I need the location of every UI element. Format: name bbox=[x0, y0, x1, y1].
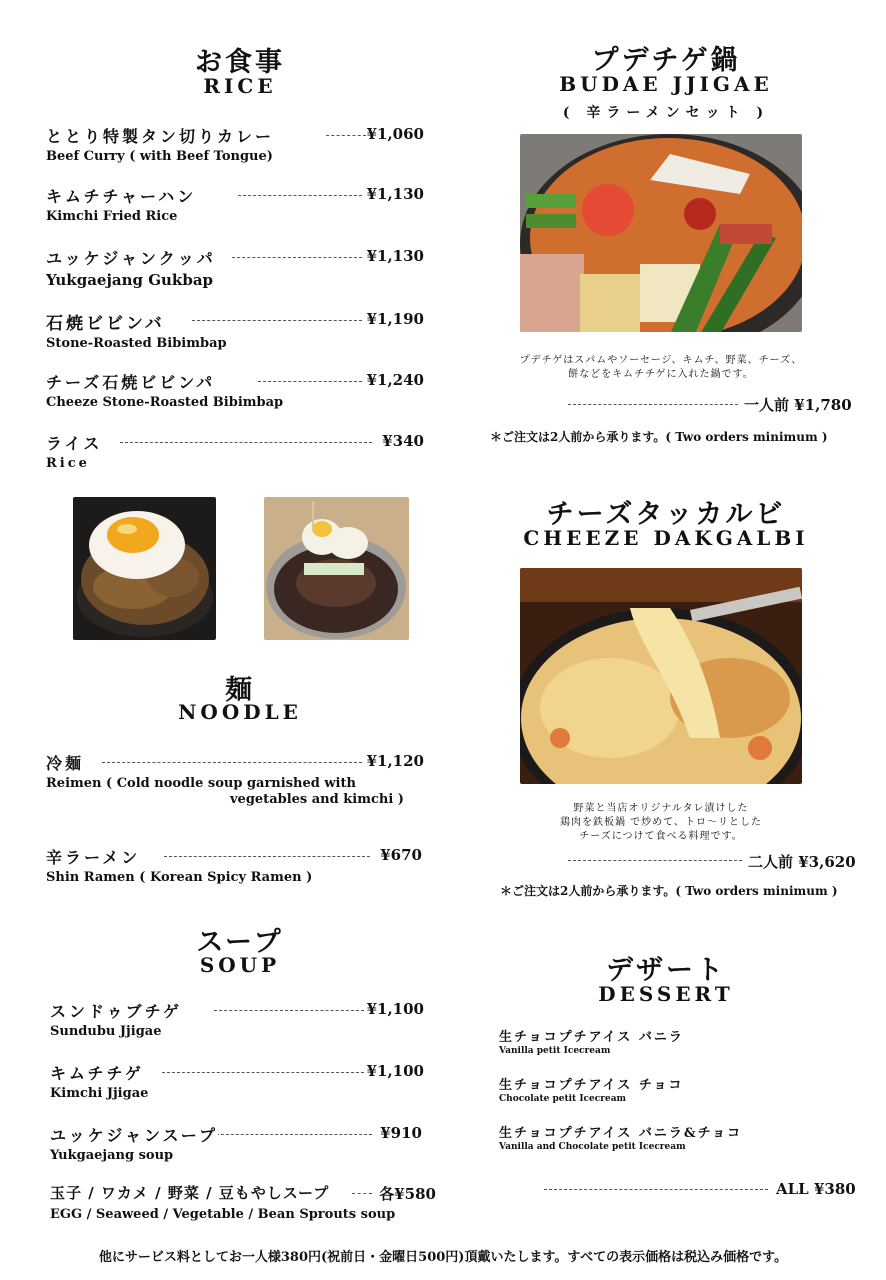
item-name-en: EGG / Seaweed / Vegetable / Bean Sprouts soup bbox=[50, 1207, 396, 1222]
dakgalbi-desc-line-1: 野菜と当店オリジナルタレ漬けした bbox=[573, 803, 749, 814]
dakgalbi-price-leader bbox=[568, 860, 742, 861]
dakgalbi-price: 二人前 ¥3,620 bbox=[748, 853, 856, 871]
item-name-en: Cheeze Stone-Roasted Bibimbap bbox=[46, 395, 284, 410]
dessert-name-en: Chocolate petit Icecream bbox=[499, 1094, 627, 1104]
photo-reimen bbox=[264, 497, 409, 640]
dessert-item-vanilla bbox=[499, 1026, 684, 1056]
item-price: ¥1,130 bbox=[366, 247, 424, 265]
item-name-en: Beef Curry ( with Beef Tongue) bbox=[46, 149, 273, 164]
item-name-en: Kimchi Jjigae bbox=[50, 1086, 149, 1101]
item-name-jp: ライス bbox=[46, 431, 102, 454]
item-price: ¥1,240 bbox=[366, 371, 424, 389]
item-name-jp: スンドゥブチゲ bbox=[50, 999, 182, 1022]
dakgalbi-desc-line-2: 鶏肉を鉄板鍋 で炒めて、トロ～リとした bbox=[560, 817, 762, 828]
noodle-title-jp: 麺 bbox=[225, 675, 255, 706]
footer-service-note: 他にサービス料としてお一人様380円(祝前日・金曜日500円)頂戴いたします。すべての表示価格は税込み価格です。 bbox=[98, 1250, 788, 1265]
item-name-jp: チーズ石焼ビビンパ bbox=[46, 370, 215, 393]
menu-item-rice bbox=[46, 431, 424, 471]
item-price: ¥1,100 bbox=[366, 1062, 424, 1080]
budae-title-jp: プデチゲ鍋 bbox=[591, 45, 741, 76]
item-name-jp: ユッケジャンクッパ bbox=[46, 246, 216, 269]
item-name-jp: 冷麺 bbox=[46, 751, 84, 774]
item-name-jp: 辛ラーメン bbox=[46, 845, 140, 868]
item-name-en: Stone-Roasted Bibimbap bbox=[46, 336, 227, 351]
photo-budae-jjigae bbox=[520, 134, 802, 332]
dessert-item-vanilla-chocolate bbox=[499, 1122, 742, 1152]
budae-price: 一人前 ¥1,780 bbox=[744, 396, 852, 414]
photo-cheeze-dakgalbi bbox=[520, 568, 802, 784]
item-name-en: Reimen ( Cold noodle soup garnished with bbox=[46, 776, 356, 791]
item-price: ¥1,130 bbox=[366, 185, 424, 203]
item-name-jp: キムチチゲ bbox=[50, 1061, 144, 1084]
menu-item-bibimbap bbox=[46, 309, 424, 351]
item-price: ¥1,190 bbox=[366, 310, 424, 328]
menu-item-side-soups bbox=[50, 1182, 436, 1222]
item-name-en: Yukgaejang soup bbox=[50, 1148, 174, 1163]
soup-title-jp: スープ bbox=[196, 927, 284, 958]
dakgalbi-title-en: CHEEZE DAKGALBI bbox=[523, 526, 809, 550]
item-price: ¥910 bbox=[380, 1124, 422, 1142]
item-name-en: Kimchi Fried Rice bbox=[46, 209, 178, 224]
dakgalbi-title-jp: チーズタッカルビ bbox=[546, 499, 786, 530]
item-name-jp: 玉子 / ワカメ / 野菜 / 豆もやしスープ bbox=[50, 1184, 330, 1202]
menu-item-yukgaejang-soup bbox=[50, 1123, 422, 1163]
dessert-name-jp: 生チョコプチアイス チョコ bbox=[499, 1078, 684, 1093]
menu-item-kimchi-jjigae bbox=[50, 1061, 424, 1101]
dakgalbi-description bbox=[506, 802, 816, 844]
item-name-jp: キムチチャーハン bbox=[46, 184, 196, 207]
item-name-en: Yukgaejang Gukbap bbox=[46, 271, 214, 289]
item-price: ¥1,060 bbox=[366, 125, 424, 143]
item-price: ¥1,120 bbox=[366, 752, 424, 770]
menu-item-reimen bbox=[46, 751, 424, 807]
dakgalbi-desc-line-3: チーズにつけて食べる料理です。 bbox=[579, 831, 743, 842]
rice-title-jp: お食事 bbox=[195, 47, 285, 78]
dessert-title-en: DESSERT bbox=[598, 982, 734, 1006]
menu-item-yukgaejang-gukbap bbox=[46, 246, 424, 289]
item-price: ¥340 bbox=[382, 432, 424, 450]
item-price: ¥670 bbox=[380, 846, 422, 864]
dakgalbi-order-note: ＊ご注文は2人前から承ります。( Two orders minimum ) bbox=[500, 884, 838, 898]
item-name-jp: ととり特製タン切りカレー bbox=[46, 124, 274, 147]
rice-title-en: RICE bbox=[203, 74, 277, 98]
soup-title-en: SOUP bbox=[199, 953, 281, 977]
budae-description bbox=[506, 354, 816, 382]
menu-item-shin-ramen bbox=[46, 845, 422, 885]
item-price: ¥1,100 bbox=[366, 1000, 424, 1018]
item-name-en: Shin Ramen ( Korean Spicy Ramen ) bbox=[46, 870, 313, 885]
item-price: 各¥580 bbox=[379, 1185, 436, 1203]
budae-desc-line-2: 餅などをキムチチゲに入れた鍋です。 bbox=[568, 369, 754, 380]
item-name-en: Sundubu Jjigae bbox=[50, 1024, 162, 1039]
menu-item-cheeze-bibimbap bbox=[46, 370, 424, 410]
dessert-item-chocolate bbox=[499, 1074, 683, 1104]
item-name-jp: ユッケジャンスープ bbox=[50, 1123, 218, 1146]
menu-item-beef-curry bbox=[46, 124, 424, 164]
budae-order-note: ＊ご注文は2人前から承ります。( Two orders minimum ) bbox=[490, 430, 828, 444]
dessert-title-jp: デザート bbox=[606, 955, 726, 986]
item-name-jp: 石焼ビビンバ bbox=[46, 309, 165, 334]
budae-title-en: BUDAE JJIGAE bbox=[559, 72, 773, 96]
dessert-name-jp: 生チョコプチアイス バニラ&チョコ bbox=[499, 1126, 743, 1141]
photo-fried-rice bbox=[73, 497, 216, 640]
item-name-en-2: vegetables and kimchi ) bbox=[230, 792, 404, 807]
menu-item-sundubu bbox=[50, 999, 424, 1039]
dessert-name-jp: 生チョコプチアイス バニラ bbox=[499, 1030, 684, 1045]
dessert-name-en: Vanilla petit Icecream bbox=[499, 1046, 611, 1056]
budae-subtitle: ( 辛ラーメンセット ) bbox=[562, 105, 770, 121]
noodle-title-en: NOODLE bbox=[178, 700, 302, 724]
dessert-price-leader bbox=[544, 1189, 768, 1190]
dessert-price: ALL ¥380 bbox=[776, 1180, 856, 1198]
budae-price-leader bbox=[568, 404, 738, 405]
menu-item-kimchi-fried-rice bbox=[46, 184, 424, 224]
budae-desc-line-1: プデチゲはスパムやソーセージ、キムチ、野菜、チーズ、 bbox=[519, 355, 803, 366]
dessert-name-en: Vanilla and Chocolate petit Icecream bbox=[499, 1142, 686, 1152]
item-name-en: Rice bbox=[46, 456, 90, 471]
